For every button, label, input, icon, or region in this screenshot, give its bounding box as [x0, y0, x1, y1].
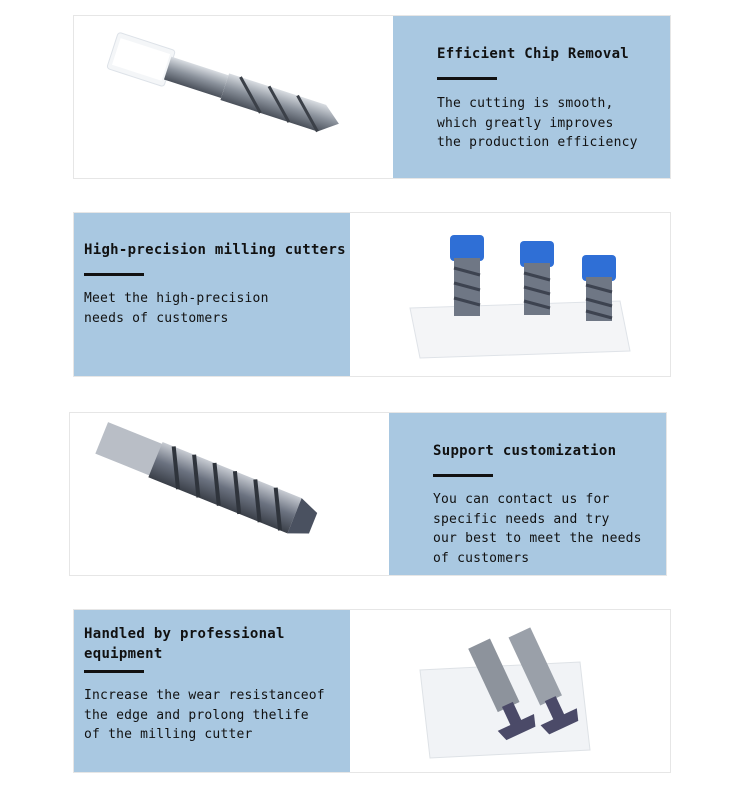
blue-cap-end-mills-image	[350, 213, 670, 376]
text-panel-4	[74, 610, 350, 772]
section-2-divider	[84, 273, 144, 276]
section-3-title: Support customization	[433, 443, 617, 459]
text-panel-1	[393, 16, 670, 178]
feature-card-3	[70, 413, 666, 575]
section-1-description: The cutting is smooth, which greatly improves the production efficiency	[437, 96, 638, 150]
text-panel-2	[74, 213, 350, 376]
feature-card-4	[74, 610, 670, 772]
section-2-description: Meet the high-precision needs of customers	[84, 291, 269, 326]
section-4-description: Increase the wear resistanceof the edge and prolong thelife of the milling cutter	[84, 688, 325, 742]
t-slot-cutters-image	[350, 610, 670, 772]
section-1-divider	[437, 77, 497, 80]
section-1-title: Efficient Chip Removal	[437, 46, 630, 62]
section-2-title: High-precision milling cutters	[84, 242, 346, 258]
feature-card-2	[74, 213, 670, 376]
text-panel-3	[389, 413, 666, 575]
section-3-divider	[433, 474, 493, 477]
spiral-end-mill-image	[70, 413, 389, 575]
section-3-description: You can contact us for specific needs and try our best to meet the needs of customers	[433, 492, 642, 566]
feature-card-1	[74, 16, 670, 178]
drill-bit-image	[74, 16, 394, 178]
section-4-divider	[84, 670, 144, 673]
section-4-title: Handled by professional equipment	[84, 626, 285, 662]
